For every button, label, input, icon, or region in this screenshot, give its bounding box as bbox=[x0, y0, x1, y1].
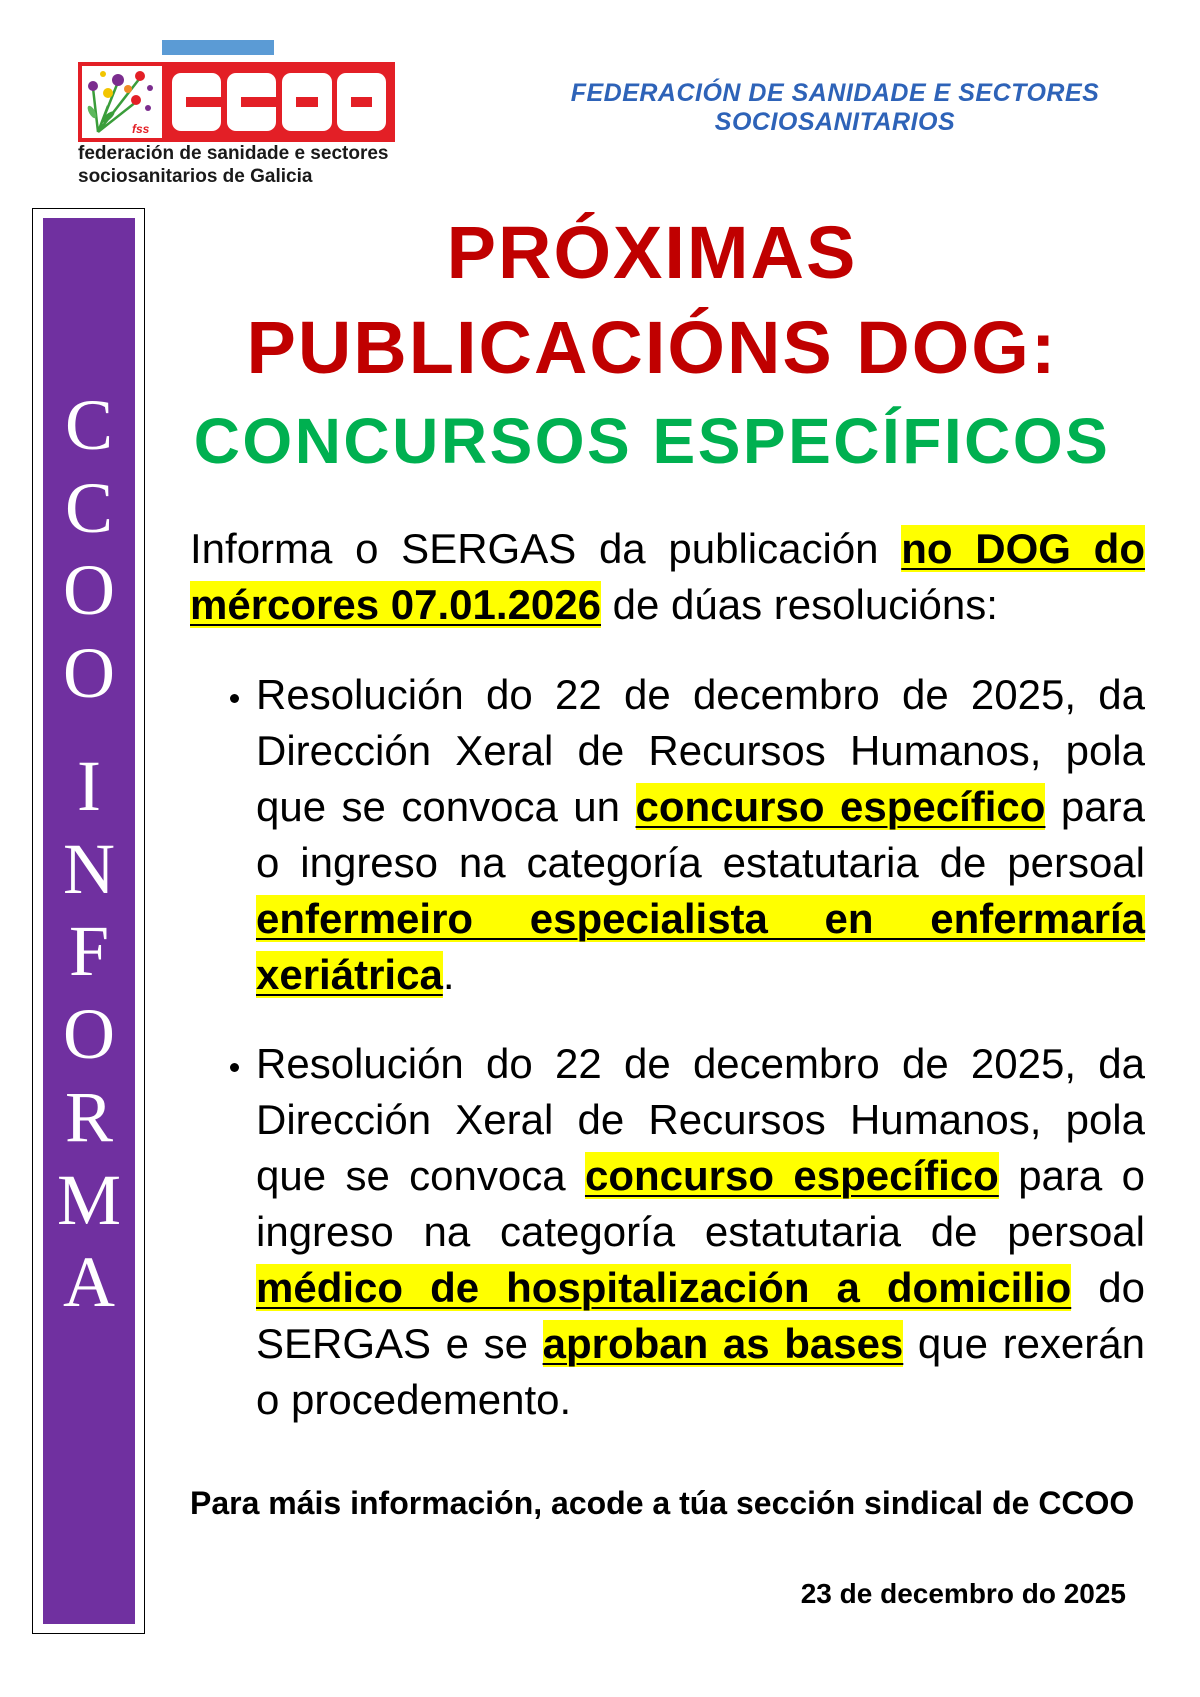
resolution-highlight: concurso específico bbox=[635, 783, 1046, 830]
resolution-highlight: enfermeiro especialista en enfermaría xeriátrica bbox=[256, 895, 1145, 998]
contact-note: Para máis información, acode a túa sección sindical de CCOO bbox=[190, 1485, 1135, 1521]
resolution-text: . bbox=[442, 951, 455, 998]
header-federation-line-1: FEDERACIÓN DE SANIDADE E SECTORES bbox=[570, 79, 1100, 107]
logo-blue-bar bbox=[162, 40, 274, 55]
resolution-highlight: concurso específico bbox=[584, 1152, 999, 1199]
intro-text: de dúas resolucións: bbox=[601, 581, 998, 628]
resolution-highlight: aproban as bases bbox=[542, 1320, 904, 1367]
intro-paragraph bbox=[190, 521, 1145, 633]
ccoo-logo bbox=[78, 62, 395, 142]
resolution-highlight: médico de hospitalización a domicilio bbox=[256, 1264, 1072, 1311]
resolution-text: Resolución do 22 de decembro de 2025, da Dirección Xeral de Recursos Humanos, pola que se convoca bbox=[256, 1040, 1145, 1199]
title-line-2: PUBLICACIÓNS DOG: bbox=[246, 306, 1058, 389]
resolution-text: para o ingreso na categoría estatutaria de persoal bbox=[256, 1152, 1145, 1255]
side-banner-word-ccoo: CCOO bbox=[63, 385, 115, 714]
logo-federation-line-1: federación de sanidade e sectores bbox=[78, 143, 389, 164]
resolutions-list bbox=[256, 667, 1145, 1461]
bullet-icon bbox=[230, 1063, 239, 1072]
resolution-text: para o ingreso na categoría estatutaria de persoal bbox=[256, 783, 1145, 886]
side-banner-word-informa: INFORMA bbox=[56, 746, 122, 1323]
intro-highlight: no DOG do mércores 07.01.2026 bbox=[190, 525, 1145, 628]
bullet-icon bbox=[230, 694, 239, 703]
resolution-text: do SERGAS e se bbox=[256, 1264, 1145, 1367]
logo-mark-text: fss bbox=[132, 122, 150, 136]
resolution-item bbox=[256, 1036, 1145, 1428]
resolution-text: que rexerán o procedemento. bbox=[256, 1320, 1145, 1423]
logo-federation-line-2: sociosanitarios de Galicia bbox=[78, 166, 313, 187]
header-federation-line-2: SOCIOSANITARIOS bbox=[714, 108, 956, 136]
resolution-item bbox=[256, 667, 1145, 1003]
intro-text: Informa o SERGAS da publicación bbox=[190, 525, 902, 572]
publication-date: 23 de decembro do 2025 bbox=[800, 1578, 1126, 1609]
title-line-1: PRÓXIMAS bbox=[446, 211, 858, 294]
resolution-text: Resolución do 22 de decembro de 2025, da Dirección Xeral de Recursos Humanos, pola que se convoca un bbox=[256, 671, 1145, 830]
subtitle: CONCURSOS ESPECÍFICOS bbox=[193, 405, 1111, 477]
